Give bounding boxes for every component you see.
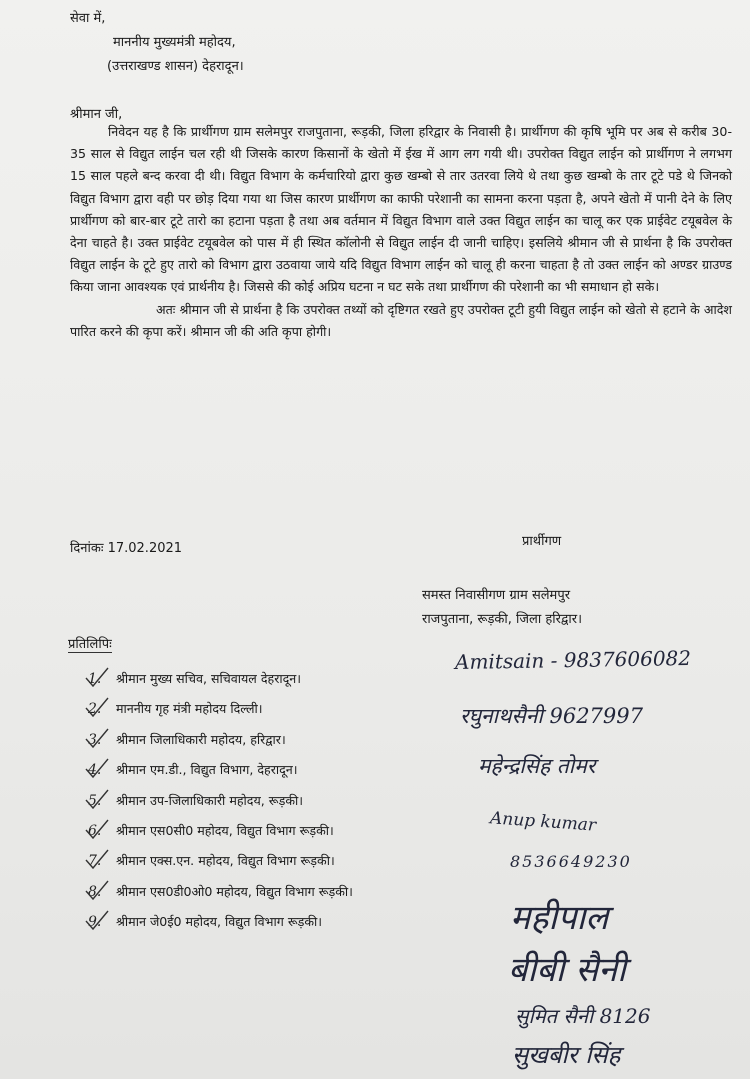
- tick-mark-icon: [84, 816, 110, 844]
- residents-block: [422, 584, 712, 632]
- handwritten-phone-number: 8536649230: [510, 852, 632, 871]
- handwritten-signature-9: सुखबीर सिंह: [512, 1041, 621, 1069]
- handwritten-signature-2: रघुनाथसैनी 9627997: [460, 704, 644, 728]
- residents-line-1: समस्त निवासीगण ग्राम सलेमपुर: [422, 588, 571, 603]
- copy-item-number: 1.: [88, 671, 102, 687]
- copy-item: [88, 755, 353, 785]
- copy-item-text: श्रीमान उप-जिलाधिकारी महोदय, रूड़की।: [116, 792, 304, 808]
- copy-item: [88, 877, 353, 907]
- tick-mark-icon: [84, 664, 110, 692]
- copy-item: [88, 816, 353, 846]
- tick-mark-icon: [84, 846, 110, 874]
- handwritten-signature-8: सुमित सैनी 8126: [515, 1004, 651, 1028]
- copy-item-text: श्रीमान मुख्य सचिव, सचिवायल देहरादून।: [116, 671, 302, 686]
- copy-item-text: माननीय गृह मंत्री महोदय दिल्ली।: [116, 701, 263, 717]
- copy-item-text: श्रीमान जे0ई0 महोदय, विद्युत विभाग रूड़की।: [116, 914, 323, 930]
- handwritten-signature-4: Anup kumar: [489, 808, 597, 836]
- copy-item: [88, 786, 353, 816]
- tick-mark-icon: [84, 907, 110, 935]
- copy-item-number: 3.: [88, 731, 102, 748]
- copy-to-list: [88, 664, 353, 938]
- salutation: सेवा में,: [70, 11, 106, 26]
- handwritten-signature-1: Amitsain - 9837606082: [454, 645, 692, 675]
- tick-mark-icon: [84, 725, 110, 753]
- copy-item-text: श्रीमान एस0सी0 महोदय, विद्युत विभाग रूड़की।: [116, 822, 334, 838]
- letter-body: [70, 121, 732, 343]
- copy-to-label: प्रतिलिपिः: [68, 634, 112, 653]
- copy-item-text: श्रीमान एम.डी., विद्युत विभाग, देहरादून।: [116, 762, 298, 778]
- copy-item-number: 5.: [88, 792, 102, 809]
- recipient-line-1: माननीय मुख्यमंत्री महोदय,: [113, 35, 236, 50]
- copy-item: [88, 725, 353, 755]
- handwritten-signature-7: बीबी सैनी: [508, 950, 626, 990]
- residents-line-2: राजपुताना, रूड़की, जिला हरिद्वार।: [422, 612, 583, 627]
- tick-mark-icon: [84, 786, 110, 814]
- copy-item: [88, 907, 353, 937]
- copy-item-number: 6.: [88, 822, 102, 839]
- copy-item-text: श्रीमान एस0डी0ओ0 महोदय, विद्युत विभाग रूड़की।: [116, 883, 353, 899]
- body-paragraph-1: निवेदन यह है कि प्रार्थीगण ग्राम सलेमपुर राजपुताना, रूड़की, जिला हरिद्वार के निवासी है। प्रार्थीगण की कृषि भूमि पर अब से करीब 30-35 साल से विद्युत लाईन चल रही थी जिसके कारण किसानों के खेतो में ईख में आग लग गयी थी। उपरोक्त विद्युत लाईन को प्रार्थीगण ने लगभग 15 साल पहले बन्द करवा दी थी। विद्युत विभाग के कर्मचारियो द्वारा कुछ खम्बो से तार उतरवा लिये थे तथा कुछ खम्बो के तार टूटे पडे थे जिनको विद्युत विभाग द्वारा वही पर छोड़ दिया गया था जिस कारण प्रार्थीगण का काफी परेशानी का सामना करना पड़ता है, अपने खेतो में पानी देने के लिए प्रार्थीगण को बार-बार टूटे तारो का हटाना पड़ता है तथा अब वर्तमान में विद्युत विभाग वाले उक्त विद्युत लाईन का चालू कर एक प्राईवेट टयूबवेल के देना चाहते है। उक्त प्राईवेट टयूबवेल को पास में ही स्थित कॉलोनी से विद्युत लाईन दी जानी चाहिए। इसलिये श्रीमान जी से प्रार्थना है कि उपरोक्त विद्युत लाईन के टूटे हुए तारो को विभाग द्वारा उठवाया जाये यदि विद्युत विभाग लाईन को चालू ही करना चाहता है तो उक्त लाईन को अण्डर ग्राउण्ड किया जाना आवश्यक एवं प्रार्थनीय है। जिससे की कोई अप्रिय घटना न घट सके तथा प्रार्थीगण की परेशानी का भी समाधान हो सके।: [70, 124, 732, 295]
- copy-item-number: 7.: [88, 853, 102, 870]
- copy-item-number: 8.: [88, 883, 102, 900]
- tick-mark-icon: [84, 694, 110, 722]
- recipient-line-2: (उत्तराखण्ड शासन) देहरादून।: [107, 59, 244, 74]
- signatory-heading: प्रार्थीगण: [522, 534, 562, 549]
- letter-date: दिनांकः 17.02.2021: [70, 541, 183, 556]
- copy-item-number: 2.: [88, 701, 102, 718]
- handwritten-signature-3: महेन्द्रसिंह तोमर: [478, 754, 596, 778]
- copy-item: [88, 846, 353, 876]
- body-paragraph-2: अतः श्रीमान जी से प्रार्थना है कि उपरोक्त तथ्यों को दृष्टिगत रखते हुए उपरोक्त टूटी हुयी विद्युत लाईन को खेतो से हटाने के आदेश पारित करने की कृपा करें। श्रीमान जी की अति कृपा होगी।: [70, 301, 732, 339]
- greeting: श्रीमान जी,: [70, 107, 123, 122]
- handwritten-signature-6: महीपाल: [510, 898, 609, 938]
- copy-item-text: श्रीमान एक्स.एन. महोदय, विद्युत विभाग रूड़की।: [116, 853, 335, 869]
- copy-item-number: 4.: [88, 762, 102, 779]
- copy-item-text: श्रीमान जिलाधिकारी महोदय, हरिद्वार।: [116, 731, 286, 747]
- copy-item: [88, 694, 353, 724]
- tick-mark-icon: [84, 877, 110, 905]
- copy-item: [88, 664, 353, 694]
- copy-item-number: 9.: [88, 914, 102, 931]
- tick-mark-icon: [84, 755, 110, 783]
